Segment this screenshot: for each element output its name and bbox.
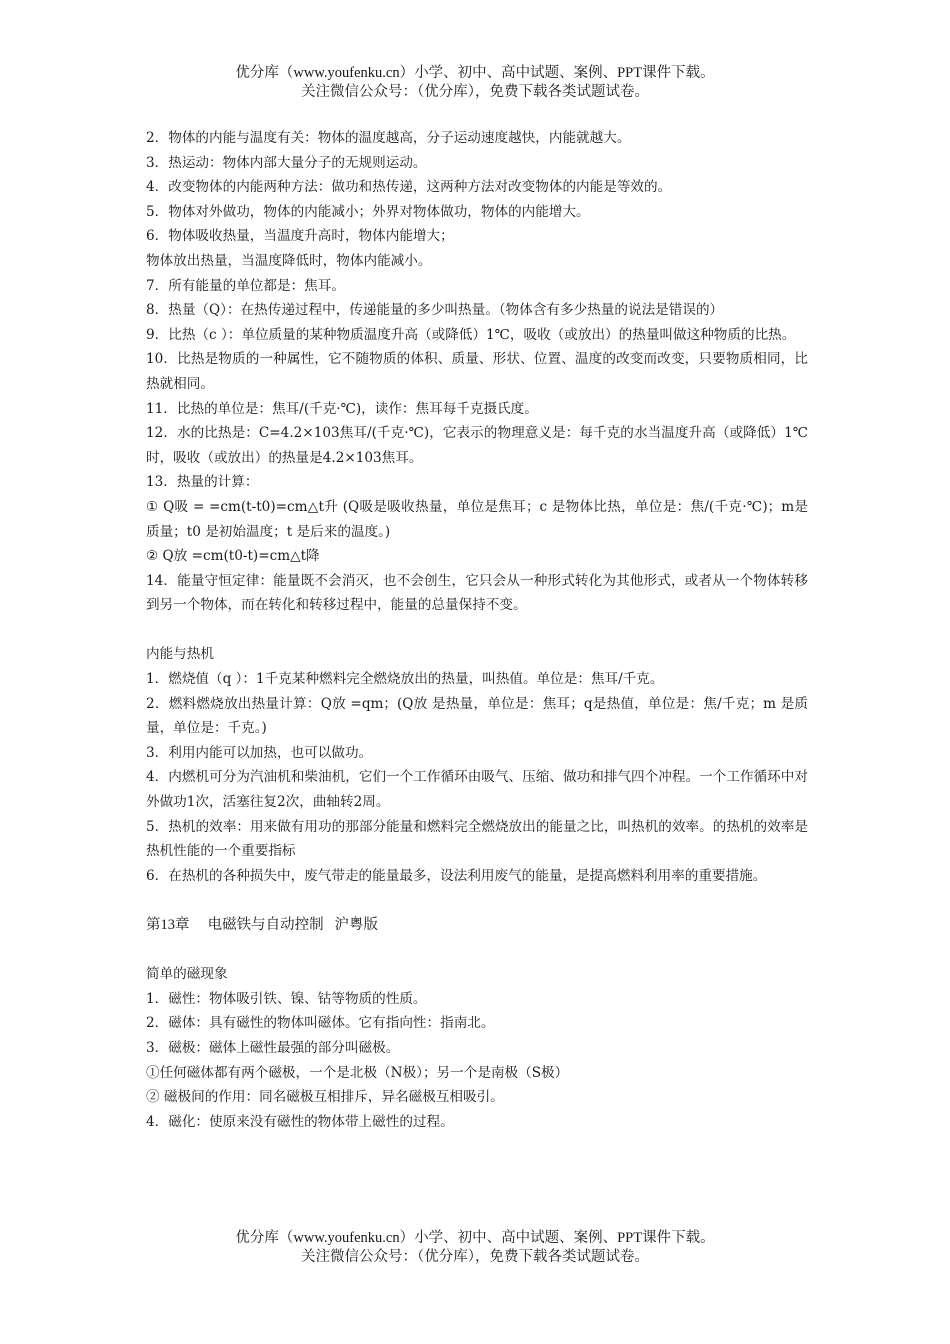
paragraph: 11．比热的单位是：焦耳/(千克·℃)，读作：焦耳每千克摄氏度。	[146, 400, 538, 417]
paragraph: 1．磁性：物体吸引铁、镍、钴等物质的性质。	[146, 990, 427, 1007]
paragraph: ② 磁极间的作用：同名磁极互相排斥，异名磁极互相吸引。	[146, 1089, 504, 1106]
section-heading: 内能与热机	[146, 646, 214, 663]
paragraph: 2．燃料燃烧放出热量计算：Q放 =qm；(Q放 是热量，单位是：焦耳；q是热值，单位是：焦/千克；m 是质量，单位是：千克。)	[146, 695, 808, 737]
chapter-title: 第13章 电磁铁与自动控制 沪粤版	[146, 917, 378, 933]
paragraph: 3．热运动：物体内部大量分子的无规则运动。	[146, 154, 427, 171]
paragraph: 2．物体的内能与温度有关：物体的温度越高，分子运动速度越快，内能就越大。	[146, 130, 631, 146]
paragraph: 5．热机的效率：用来做有用功的那部分能量和燃料完全燃烧放出的能量之比，叫热机的效率。的热机的效率是热机性能的一个重要指标	[146, 818, 808, 860]
blank-line	[146, 888, 808, 913]
footer-line-2: 关注微信公众号：（优分库），免费下载各类试题试卷。	[301, 1249, 649, 1265]
paragraph: 5．物体对外做功，物体的内能减小；外界对物体做功，物体的内能增大。	[146, 203, 590, 220]
paragraph: 12．水的比热是：C=4.2×103焦耳/(千克·℃)，它表示的物理意义是：每千克的水当温度升高（或降低）1℃时，吸收（或放出）的热量是4.2×103焦耳。	[146, 425, 808, 466]
paragraph: 2．磁体：具有磁性的物体叫磁体。它有指向性：指南北。	[146, 1015, 495, 1032]
paragraph: 3．利用内能可以加热，也可以做功。	[146, 744, 373, 761]
paragraph: ①任何磁体都有两个磁极，一个是北极（N极）；另一个是南极（S极）	[146, 1064, 569, 1081]
paragraph: 6．在热机的各种损失中，废气带走的能量最多，设法利用废气的能量，是提高燃料利用率的重要措施。	[146, 867, 767, 884]
paragraph: ① Q吸 = =cm(t-t0)=cm△t升 (Q吸是吸收热量，单位是焦耳；c 是物体比热，单位是：焦/(千克·℃)；m是质量；t0 是初始温度；t 是后来的温度。)	[146, 498, 808, 540]
paragraph: 9．比热（c ）：单位质量的某种物质温度升高（或降低）1℃，吸收（或放出）的热量叫做这种物质的比热。	[146, 326, 796, 343]
paragraph: 10．比热是物质的一种属性，它不随物质的体积、质量、形状、位置、温度的改变而改变，只要物质相同，比热就相同。	[146, 351, 808, 392]
section-heading: 简单的磁现象	[146, 966, 228, 983]
document-body	[146, 126, 808, 1134]
paragraph: 4．磁化：使原来没有磁性的物体带上磁性的过程。	[146, 1113, 454, 1130]
paragraph: 1．燃烧值（q ）：1千克某种燃料完全燃烧放出的热量，叫热值。单位是：焦耳/千克。	[146, 671, 664, 688]
paragraph: ② Q放 =cm(t0-t)=cm△t降	[146, 548, 320, 565]
paragraph: 13．热量的计算：	[146, 474, 259, 491]
paragraph: 6．物体吸收热量，当温度升高时，物体内能增大；	[146, 228, 454, 245]
page-footer	[0, 1229, 950, 1267]
header-line-2: 关注微信公众号：（优分库），免费下载各类试题试卷。	[301, 84, 649, 100]
page-header	[0, 64, 950, 102]
paragraph: 4．改变物体的内能两种方法：做功和热传递，这两种方法对改变物体的内能是等效的。	[146, 179, 672, 196]
blank-line	[146, 938, 808, 963]
paragraph: 14．能量守恒定律：能量既不会消灭，也不会创生，它只会从一种形式转化为其他形式，或者从一个物体转移到另一个物体，而在转化和转移过程中，能量的总量保持不变。	[146, 572, 808, 614]
paragraph: 3．磁极：磁体上磁性最强的部分叫磁极。	[146, 1039, 400, 1056]
paragraph: 8．热量（Q）：在热传递过程中，传递能量的多少叫热量。（物体含有多少热量的说法是错误的）	[146, 302, 724, 319]
paragraph: 7．所有能量的单位都是：焦耳。	[146, 277, 345, 294]
footer-line-1: 优分库（www.youfenku.cn）小学、初中、高中试题、案例、PPT课件下载。	[235, 1230, 715, 1246]
header-line-1: 优分库（www.youfenku.cn）小学、初中、高中试题、案例、PPT课件下载。	[235, 65, 715, 81]
blank-line	[146, 618, 808, 643]
paragraph: 物体放出热量，当温度降低时，物体内能减小。	[146, 252, 432, 269]
paragraph: 4．内燃机可分为汽油机和柴油机，它们一个工作循环由吸气、压缩、做功和排气四个冲程。一个工作循环中对外做功1次，活塞往复2次，曲轴转2周。	[146, 769, 808, 811]
